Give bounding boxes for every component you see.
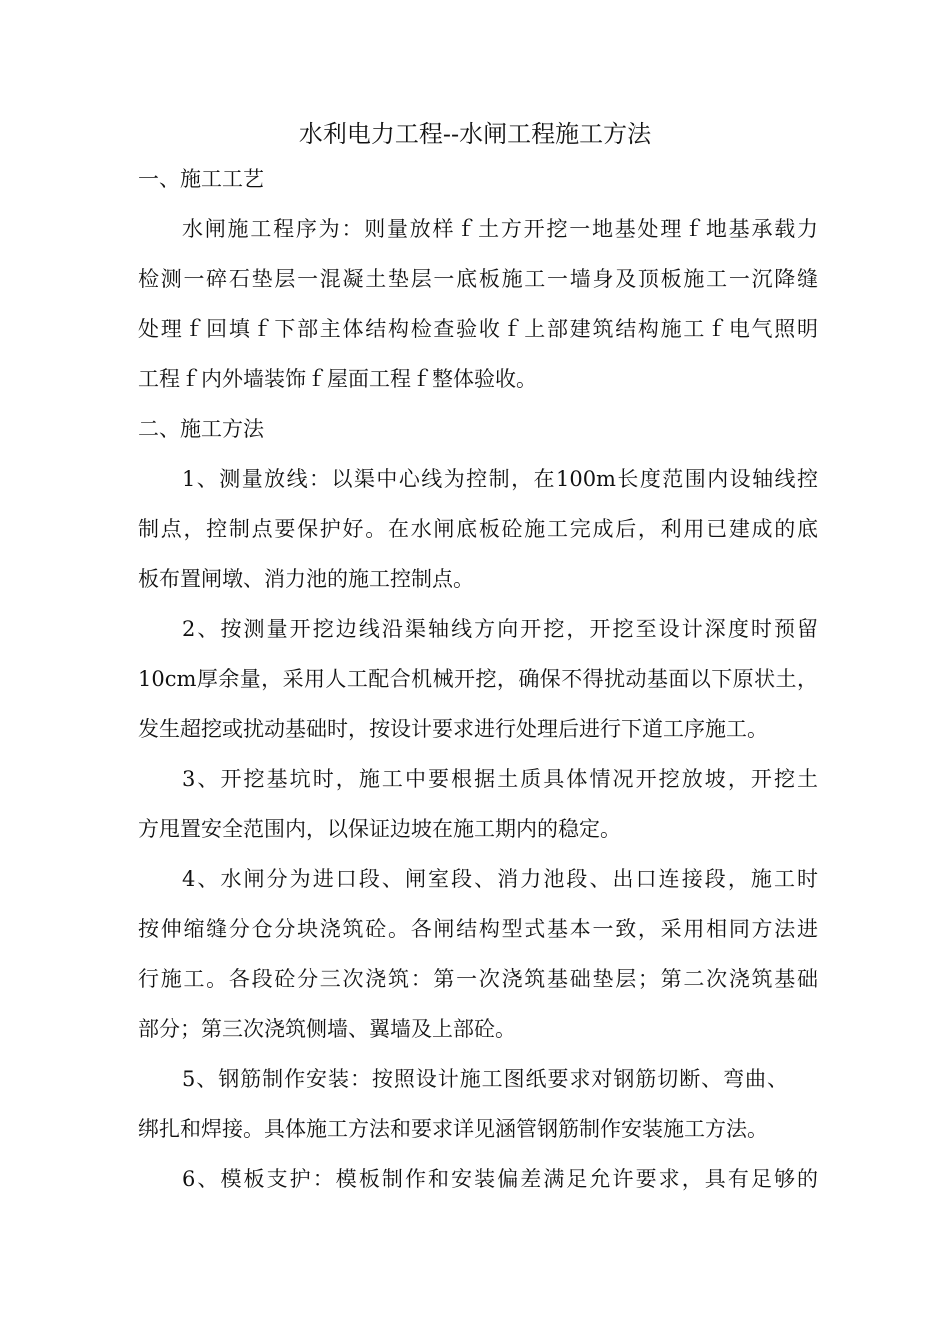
paragraph-line: 制点，控制点要保护好。在水闸底板砼施工完成后，利用已建成的底 bbox=[138, 517, 818, 541]
paragraph-line: 6、模板支护：模板制作和安装偏差满足允许要求，具有足够的 bbox=[182, 1167, 818, 1191]
paragraph-line: 5、钢筋制作安装：按照设计施工图纸要求对钢筋切断、弯曲、 bbox=[182, 1067, 788, 1091]
paragraph-line: 2、按测量开挖边线沿渠轴线方向开挖，开挖至设计深度时预留 bbox=[182, 617, 818, 641]
paragraph-line: 绑扎和焊接。具体施工方法和要求详见涵管钢筋制作安装施工方法。 bbox=[138, 1117, 768, 1141]
paragraph-line: 部分；第三次浇筑侧墙、翼墙及上部砼。 bbox=[138, 1017, 516, 1041]
paragraph-line: 行施工。各段砼分三次浇筑：第一次浇筑基础垫层；第二次浇筑基础 bbox=[138, 967, 818, 991]
paragraph-line: 3、开挖基坑时，施工中要根据土质具体情况开挖放坡，开挖土 bbox=[182, 767, 818, 791]
paragraph-line: 水闸施工程序为：则量放样ｆ土方开挖一地基处理ｆ地基承载力 bbox=[182, 217, 818, 241]
paragraph-line: 处理ｆ回填ｆ下部主体结构检查验收ｆ上部建筑结构施工ｆ电气照明 bbox=[138, 317, 818, 341]
paragraph-line: 发生超挖或扰动基础时，按设计要求进行处理后进行下道工序施工。 bbox=[138, 717, 768, 741]
paragraph-line: 1、测量放线：以渠中心线为控制，在100m长度范围内设轴线控 bbox=[182, 467, 818, 491]
paragraph-line: 10cm厚余量，采用人工配合机械开挖，确保不得扰动基面以下原状土， bbox=[138, 667, 818, 691]
paragraph-line: 板布置闸墩、消力池的施工控制点。 bbox=[138, 567, 474, 591]
section-heading-2: 二、施工方法 bbox=[138, 417, 264, 441]
document-title: 水利电力工程--水闸工程施工方法 bbox=[298, 120, 652, 148]
paragraph-line: 检测一碎石垫层一混凝土垫层一底板施工一墙身及顶板施工一沉降缝 bbox=[138, 267, 818, 291]
paragraph-line: 按伸缩缝分仓分块浇筑砼。各闸结构型式基本一致，采用相同方法进 bbox=[138, 917, 818, 941]
paragraph-line: 4、水闸分为进口段、闸室段、消力池段、出口连接段，施工时 bbox=[182, 867, 818, 891]
paragraph-line: 方甩置安全范围内，以保证边坡在施工期内的稳定。 bbox=[138, 817, 621, 841]
section-heading-1: 一、施工工艺 bbox=[138, 167, 264, 191]
paragraph-line: 工程ｆ内外墙装饰ｆ屋面工程ｆ整体验收。 bbox=[138, 367, 537, 391]
